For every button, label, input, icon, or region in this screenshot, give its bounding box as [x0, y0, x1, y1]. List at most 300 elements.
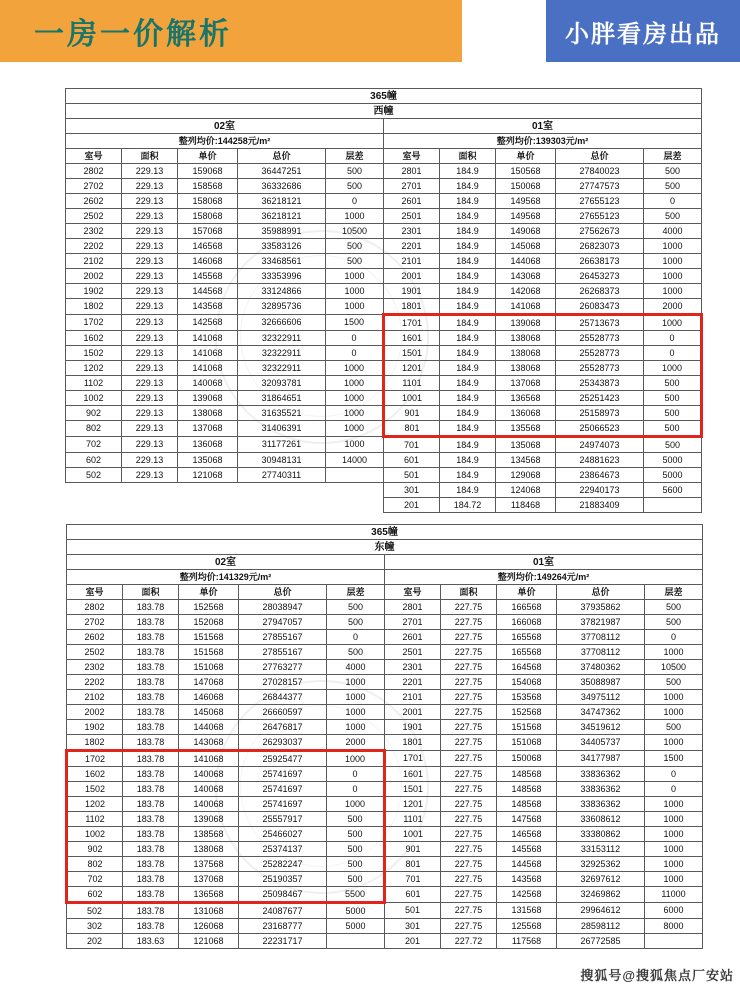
- cell: 183.78: [123, 600, 179, 615]
- cell: 184.9: [440, 209, 496, 224]
- price-table-east: [65, 524, 702, 949]
- cell: 2701: [385, 615, 441, 630]
- cell: 138068: [496, 331, 556, 346]
- table-row: [67, 751, 703, 767]
- cell: 2102: [67, 690, 123, 705]
- table-row: [67, 705, 703, 720]
- cell: 138068: [179, 842, 239, 857]
- cell: 33583126: [238, 239, 326, 254]
- cell: 1000: [644, 239, 702, 254]
- table-row: [67, 934, 703, 949]
- cell: 32666606: [238, 315, 326, 331]
- table-row: [67, 857, 703, 872]
- column-header: 面积: [122, 149, 178, 164]
- table-row: [66, 498, 702, 513]
- cell: 151568: [179, 630, 239, 645]
- cell: 229.13: [122, 406, 178, 421]
- cell: 701: [385, 872, 441, 887]
- cell: 229.13: [122, 269, 178, 284]
- avg-price-right: 整列均价:149264元/m²: [385, 570, 703, 585]
- cell: 229.13: [122, 179, 178, 194]
- cell: 1202: [66, 361, 122, 376]
- column-header: 总价: [239, 585, 327, 600]
- cell: 165568: [497, 630, 557, 645]
- cell: 2101: [384, 254, 440, 269]
- column-header: 总价: [557, 585, 645, 600]
- cell: 1202: [67, 797, 123, 812]
- table-row: [66, 391, 702, 406]
- table-row: [66, 269, 702, 284]
- avg-price-right: 整列均价:139303元/m²: [384, 134, 702, 149]
- table-row: [66, 376, 702, 391]
- cell: 1801: [384, 299, 440, 315]
- cell: 1000: [326, 284, 384, 299]
- cell: 138068: [496, 346, 556, 361]
- cell: 183.78: [123, 735, 179, 751]
- cell: 500: [644, 376, 702, 391]
- cell: 802: [67, 857, 123, 872]
- header-bar: [0, 0, 740, 62]
- table-row: [66, 406, 702, 421]
- price-table: [65, 88, 703, 513]
- cell: 139068: [179, 812, 239, 827]
- cell: 158068: [178, 209, 238, 224]
- cell: 1201: [384, 361, 440, 376]
- cell: 183.78: [123, 872, 179, 887]
- table-row: [66, 437, 702, 453]
- column-header: 室号: [385, 585, 441, 600]
- cell: 32322911: [238, 346, 326, 361]
- table-row: [67, 812, 703, 827]
- cell: 184.9: [440, 453, 496, 468]
- cell: 37708112: [557, 645, 645, 660]
- table-row: [67, 630, 703, 645]
- cell: 2302: [66, 224, 122, 239]
- cell: 1902: [67, 720, 123, 735]
- cell: 144568: [497, 857, 557, 872]
- cell: 229.13: [122, 254, 178, 269]
- cell: 1701: [385, 751, 441, 767]
- cell: 500: [644, 406, 702, 421]
- producer-title: 小胖看房出品: [565, 20, 721, 48]
- cell: 141068: [179, 751, 239, 767]
- cell: 1602: [66, 331, 122, 346]
- cell: 26844377: [239, 690, 327, 705]
- cell: 35988991: [238, 224, 326, 239]
- cell: 500: [327, 812, 385, 827]
- cell: 0: [327, 782, 385, 797]
- cell: 229.13: [122, 239, 178, 254]
- cell: 227.75: [441, 827, 497, 842]
- cell: 1000: [327, 675, 385, 690]
- cell: 0: [644, 331, 702, 346]
- table-row: [66, 315, 702, 331]
- cell: 184.9: [440, 315, 496, 331]
- cell: 33836362: [557, 797, 645, 812]
- cell: 1000: [326, 391, 384, 406]
- cell: 601: [385, 887, 441, 903]
- cell: 2002: [66, 269, 122, 284]
- cell: 25741697: [239, 782, 327, 797]
- cell: 34405737: [557, 735, 645, 751]
- empty-cell: [122, 498, 178, 513]
- cell: 183.78: [123, 751, 179, 767]
- header-divider: [462, 0, 546, 62]
- cell: 183.78: [123, 630, 179, 645]
- cell: 121068: [178, 468, 238, 483]
- unit-label-right: 01室: [384, 119, 702, 134]
- cell: 500: [645, 720, 703, 735]
- cell: 1000: [326, 406, 384, 421]
- cell: 1702: [66, 315, 122, 331]
- cell: 137068: [496, 376, 556, 391]
- cell: 1501: [385, 782, 441, 797]
- column-header: 面积: [441, 585, 497, 600]
- cell: 28598112: [557, 919, 645, 934]
- cell: 1000: [644, 361, 702, 376]
- cell: 1000: [327, 797, 385, 812]
- avg-price-left: 整列均价:141329元/m²: [67, 570, 385, 585]
- cell: 1000: [645, 690, 703, 705]
- cell: 124068: [496, 483, 556, 498]
- cell: 1000: [644, 315, 702, 331]
- cell: 501: [384, 468, 440, 483]
- table-row: [66, 254, 702, 269]
- cell: 140068: [179, 782, 239, 797]
- empty-cell: [178, 483, 238, 498]
- cell: 2501: [385, 645, 441, 660]
- cell: 142568: [178, 315, 238, 331]
- cell: 0: [645, 767, 703, 782]
- cell: 500: [644, 179, 702, 194]
- cell: 184.9: [440, 254, 496, 269]
- cell: 14000: [326, 453, 384, 468]
- cell: 141068: [178, 346, 238, 361]
- cell: 30948131: [238, 453, 326, 468]
- cell: 138068: [178, 406, 238, 421]
- cell: 24087677: [239, 903, 327, 919]
- cell: 1101: [385, 812, 441, 827]
- cell: 2601: [385, 630, 441, 645]
- cell: 34747362: [557, 705, 645, 720]
- cell: 500: [644, 421, 702, 437]
- column-header: 单价: [178, 149, 238, 164]
- cell: 500: [327, 827, 385, 842]
- cell: 1802: [67, 735, 123, 751]
- cell: 500: [645, 600, 703, 615]
- cell: 0: [327, 767, 385, 782]
- cell: 10500: [326, 224, 384, 239]
- cell: 801: [385, 857, 441, 872]
- cell: 0: [644, 346, 702, 361]
- cell: 1000: [645, 857, 703, 872]
- cell: 25066523: [556, 421, 644, 437]
- cell: 25374137: [239, 842, 327, 857]
- cell: 153568: [497, 690, 557, 705]
- cell: 1000: [326, 209, 384, 224]
- cell: 2702: [66, 179, 122, 194]
- cell: 500: [327, 842, 385, 857]
- cell: 500: [327, 857, 385, 872]
- cell: 2201: [385, 675, 441, 690]
- column-header: 总价: [556, 149, 644, 164]
- cell: 131568: [497, 903, 557, 919]
- cell: 1000: [327, 751, 385, 767]
- cell: 229.13: [122, 224, 178, 239]
- cell: 183.78: [123, 887, 179, 903]
- cell: 229.13: [122, 209, 178, 224]
- cell: 138568: [179, 827, 239, 842]
- cell: 2002: [67, 705, 123, 720]
- cell: 301: [384, 483, 440, 498]
- cell: 26293037: [239, 735, 327, 751]
- cell: 146068: [179, 690, 239, 705]
- cell: 35088987: [557, 675, 645, 690]
- cell: 1000: [645, 735, 703, 751]
- empty-cell: [122, 483, 178, 498]
- table-row: [67, 645, 703, 660]
- cell: 6000: [645, 903, 703, 919]
- cell: 500: [645, 615, 703, 630]
- cell: 1000: [326, 376, 384, 391]
- cell: 27740311: [238, 468, 326, 483]
- empty-cell: [326, 498, 384, 513]
- cell: 5000: [644, 468, 702, 483]
- cell: 500: [327, 872, 385, 887]
- table-row: [67, 690, 703, 705]
- cell: 2601: [384, 194, 440, 209]
- cell: 2301: [385, 660, 441, 675]
- cell: 140068: [179, 767, 239, 782]
- wing-title: 东幢: [67, 540, 703, 555]
- cell: 27763277: [239, 660, 327, 675]
- cell: 150068: [496, 179, 556, 194]
- cell: 2101: [385, 690, 441, 705]
- unit-label-left: 02室: [67, 555, 385, 570]
- building-title: 365幢: [66, 89, 702, 104]
- cell: 301: [385, 919, 441, 934]
- cell: 2001: [385, 705, 441, 720]
- cell: 227.75: [441, 903, 497, 919]
- cell: 183.78: [123, 903, 179, 919]
- cell: 25098467: [239, 887, 327, 903]
- cell: 2502: [67, 645, 123, 660]
- cell: 145068: [179, 705, 239, 720]
- tables-area: [0, 62, 740, 949]
- table-row: [66, 209, 702, 224]
- cell: 1901: [385, 720, 441, 735]
- cell: 26823073: [556, 239, 644, 254]
- cell: 500: [645, 675, 703, 690]
- cell: [326, 468, 384, 483]
- table-row: [66, 239, 702, 254]
- cell: 144568: [178, 284, 238, 299]
- cell: 1000: [644, 254, 702, 269]
- cell: 1002: [66, 391, 122, 406]
- cell: 183.78: [123, 842, 179, 857]
- cell: 184.9: [440, 284, 496, 299]
- cell: 5500: [327, 887, 385, 903]
- cell: 145568: [497, 842, 557, 857]
- cell: 150568: [496, 164, 556, 179]
- cell: 601: [384, 453, 440, 468]
- cell: 227.75: [441, 600, 497, 615]
- cell: 5000: [327, 919, 385, 934]
- cell: 36218121: [238, 194, 326, 209]
- cell: 1901: [384, 284, 440, 299]
- cell: 183.78: [123, 857, 179, 872]
- cell: 151568: [497, 720, 557, 735]
- cell: 1802: [66, 299, 122, 315]
- cell: 184.9: [440, 406, 496, 421]
- table-row: [67, 735, 703, 751]
- cell: 136068: [178, 437, 238, 453]
- cell: 10500: [645, 660, 703, 675]
- cell: 183.78: [123, 615, 179, 630]
- empty-cell: [66, 483, 122, 498]
- column-header: 单价: [496, 149, 556, 164]
- cell: 25925477: [239, 751, 327, 767]
- cell: 302: [67, 919, 123, 934]
- cell: 33836362: [557, 782, 645, 797]
- cell: 0: [326, 194, 384, 209]
- cell: 500: [327, 600, 385, 615]
- table-row: [66, 468, 702, 483]
- cell: 5000: [644, 453, 702, 468]
- cell: 2001: [384, 269, 440, 284]
- table-row: [66, 453, 702, 468]
- cell: 227.75: [441, 887, 497, 903]
- cell: 5000: [327, 903, 385, 919]
- cell: 21883409: [556, 498, 644, 513]
- empty-cell: [238, 498, 326, 513]
- cell: 25343873: [556, 376, 644, 391]
- cell: 1701: [384, 315, 440, 331]
- column-header: 层差: [644, 149, 702, 164]
- cell: 141068: [178, 361, 238, 376]
- cell: 1602: [67, 767, 123, 782]
- cell: 27855167: [239, 630, 327, 645]
- cell: 37708112: [557, 630, 645, 645]
- table-body: [66, 164, 702, 513]
- cell: 118468: [496, 498, 556, 513]
- cell: 146068: [178, 254, 238, 269]
- cell: 27747573: [556, 179, 644, 194]
- cell: 152568: [179, 600, 239, 615]
- cell: 140068: [178, 376, 238, 391]
- cell: 149568: [496, 209, 556, 224]
- cell: 5600: [644, 483, 702, 498]
- cell: 135068: [178, 453, 238, 468]
- table-row: [66, 164, 702, 179]
- cell: 135568: [496, 421, 556, 437]
- cell: 1500: [326, 315, 384, 331]
- cell: 2502: [66, 209, 122, 224]
- cell: 1702: [67, 751, 123, 767]
- cell: 34177987: [557, 751, 645, 767]
- cell: 227.75: [441, 690, 497, 705]
- table-row: [67, 872, 703, 887]
- cell: 2801: [385, 600, 441, 615]
- table-row: [67, 767, 703, 782]
- cell: 24881623: [556, 453, 644, 468]
- cell: 183.78: [123, 660, 179, 675]
- cell: 183.78: [123, 645, 179, 660]
- cell: 23168777: [239, 919, 327, 934]
- table-row: [66, 421, 702, 437]
- cell: 25158973: [556, 406, 644, 421]
- cell: 22940173: [556, 483, 644, 498]
- cell: 36332686: [238, 179, 326, 194]
- cell: 144068: [179, 720, 239, 735]
- cell: 227.75: [441, 720, 497, 735]
- cell: 0: [326, 331, 384, 346]
- cell: 0: [645, 782, 703, 797]
- cell: 22231717: [239, 934, 327, 949]
- cell: 500: [327, 615, 385, 630]
- table-row: [67, 660, 703, 675]
- cell: 1000: [645, 842, 703, 857]
- cell: 902: [67, 842, 123, 857]
- cell: 152068: [179, 615, 239, 630]
- table-row: [67, 675, 703, 690]
- cell: 2802: [66, 164, 122, 179]
- cell: 166068: [497, 615, 557, 630]
- cell: 23864673: [556, 468, 644, 483]
- cell: 227.75: [441, 857, 497, 872]
- cell: 144068: [496, 254, 556, 269]
- cell: 227.72: [441, 934, 497, 949]
- cell: 184.9: [440, 483, 496, 498]
- cell: 33836362: [557, 767, 645, 782]
- cell: 502: [67, 903, 123, 919]
- cell: 201: [384, 498, 440, 513]
- table-row: [67, 842, 703, 857]
- table-row: [67, 887, 703, 903]
- cell: 139068: [178, 391, 238, 406]
- cell: 229.13: [122, 331, 178, 346]
- cell: 500: [644, 391, 702, 406]
- cell: 26476817: [239, 720, 327, 735]
- cell: 227.75: [441, 782, 497, 797]
- cell: 27655123: [556, 194, 644, 209]
- cell: 901: [385, 842, 441, 857]
- cell: 31864651: [238, 391, 326, 406]
- cell: 129068: [496, 468, 556, 483]
- cell: 27947057: [239, 615, 327, 630]
- table-row: [66, 483, 702, 498]
- cell: 184.9: [440, 299, 496, 315]
- cell: 146568: [497, 827, 557, 842]
- cell: 184.9: [440, 164, 496, 179]
- cell: 26638173: [556, 254, 644, 269]
- table-row: [67, 600, 703, 615]
- cell: 500: [326, 254, 384, 269]
- cell: 2202: [66, 239, 122, 254]
- cell: 500: [644, 437, 702, 453]
- avg-price-left: 整列均价:144258元/m²: [66, 134, 384, 149]
- header-right-banner: [546, 0, 740, 62]
- cell: 2000: [327, 735, 385, 751]
- cell: 166568: [497, 600, 557, 615]
- cell: 227.75: [441, 797, 497, 812]
- cell: 32469862: [557, 887, 645, 903]
- cell: 4000: [327, 660, 385, 675]
- price-table: [65, 524, 703, 949]
- cell: 500: [327, 645, 385, 660]
- table-row: [66, 194, 702, 209]
- cell: 1000: [326, 269, 384, 284]
